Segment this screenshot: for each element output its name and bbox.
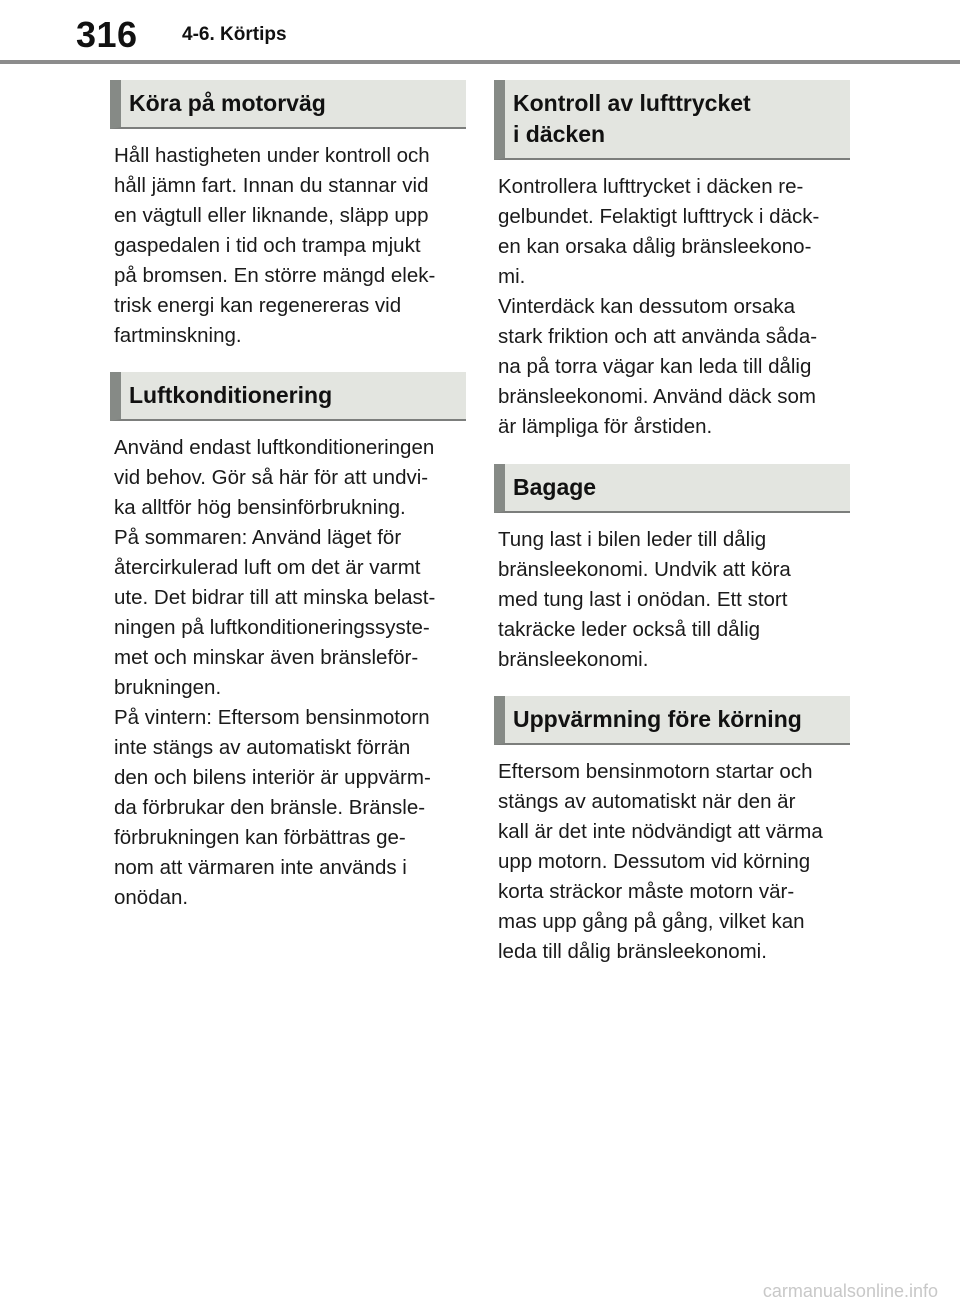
section-body <box>110 129 466 351</box>
text-line: är lämpliga för årstiden. <box>498 415 713 438</box>
text-line: upp motorn. Dessutom vid körning <box>498 850 811 873</box>
text-line: Håll hastigheten under kontroll och <box>114 144 430 167</box>
text-line: Använd endast luftkonditioneringen <box>114 436 435 459</box>
section-air-conditioning <box>110 372 466 913</box>
text-line: trisk energi kan regenereras vid <box>114 294 402 317</box>
text-line: met och minskar även bränsleför- <box>114 646 419 669</box>
text-line: ute. Det bidrar till att minska belast- <box>114 586 436 609</box>
text-line: da förbrukar den bränsle. Bränsle- <box>114 796 426 819</box>
section-tire-pressure <box>494 80 850 442</box>
text-line: vid behov. Gör så här för att undvi- <box>114 466 429 489</box>
text-line: onödan. <box>114 886 189 909</box>
text-line: brukningen. <box>114 676 222 699</box>
text-line: Eftersom bensinmotorn startar och <box>498 760 813 783</box>
chapter-title: 4-6. Körtips <box>182 24 287 45</box>
text-line: stängs av automatiskt när den är <box>498 790 796 813</box>
section-heading: Köra på motorväg <box>110 80 466 129</box>
section-body <box>494 745 850 967</box>
section-heading: Bagage <box>494 464 850 513</box>
section-heading: Uppvärmning före körning <box>494 696 850 745</box>
footer-watermark: carmanualsonline.info <box>762 1281 938 1301</box>
text-line: den och bilens interiör är uppvärm- <box>114 766 431 789</box>
text-line: Tung last i bilen leder till dålig <box>498 528 767 551</box>
text-line: Vinterdäck kan dessutom orsaka <box>498 295 796 318</box>
text-line: leda till dålig bränsleekonomi. <box>498 940 767 963</box>
text-line: bränsleekonomi. <box>498 648 649 671</box>
text-line: förbrukningen kan förbättras ge- <box>114 826 406 849</box>
text-line: håll jämn fart. Innan du stannar vid <box>114 174 429 197</box>
text-line: med tung last i onödan. Ett stort <box>498 588 788 611</box>
text-line: På sommaren: Använd läget för <box>114 526 402 549</box>
text-line: bränsleekonomi. Använd däck som <box>498 385 816 408</box>
text-line: stark friktion och att använda såda- <box>498 325 818 348</box>
text-line: gelbundet. Felaktigt lufttryck i däck- <box>498 205 820 228</box>
text-line: ka alltför hög bensinförbrukning. <box>114 496 406 519</box>
section-body <box>494 513 850 675</box>
text-line: en kan orsaka dålig bränsleekono- <box>498 235 812 258</box>
heading-line: i däcken <box>513 121 606 147</box>
section-warm-up <box>494 696 850 967</box>
text-line: en vägtull eller liknande, släpp upp <box>114 204 429 227</box>
page-number: 316 <box>76 14 138 55</box>
text-line: återcirkulerad luft om det är varmt <box>114 556 421 579</box>
text-line: ningen på luftkonditioneringssyste- <box>114 616 430 639</box>
text-line: inte stängs av automatiskt förrän <box>114 736 411 759</box>
section-luggage <box>494 464 850 675</box>
section-heading <box>494 80 850 160</box>
text-line: På vintern: Eftersom bensinmotorn <box>114 706 430 729</box>
section-highway-driving <box>110 80 466 351</box>
text-line: na på torra vägar kan leda till dålig <box>498 355 812 378</box>
text-line: fartminskning. <box>114 324 242 347</box>
text-line: Kontrollera lufttrycket i däcken re- <box>498 175 804 198</box>
text-line: bränsleekonomi. Undvik att köra <box>498 558 791 581</box>
section-body <box>494 160 850 442</box>
text-line: kall är det inte nödvändigt att värma <box>498 820 823 843</box>
text-line: på bromsen. En större mängd elek- <box>114 264 436 287</box>
heading-line: Kontroll av lufttrycket <box>513 90 751 116</box>
text-line: gaspedalen i tid och trampa mjukt <box>114 234 421 257</box>
text-line: nom att värmaren inte används i <box>114 856 407 879</box>
text-line: mas upp gång på gång, vilket kan <box>498 910 805 933</box>
text-line: korta sträckor måste motorn vär- <box>498 880 795 903</box>
text-line: takräcke leder också till dålig <box>498 618 761 641</box>
section-heading: Luftkonditionering <box>110 372 466 421</box>
text-line: mi. <box>498 265 526 288</box>
header-divider <box>0 60 960 64</box>
page-header <box>0 0 960 66</box>
section-body <box>110 421 466 913</box>
